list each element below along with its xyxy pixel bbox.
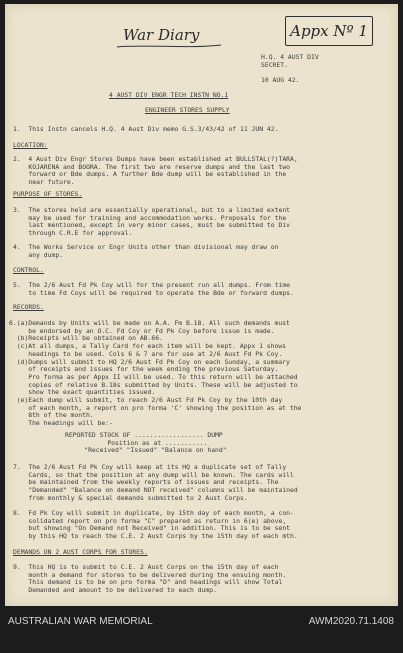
footer-accession-number: AWM2020.71.1408	[308, 616, 394, 627]
paragraph-3: 3. The stores held are essentially operational, but to a limited extent may be used for training and accommodation works. Proposals for the last mentioned, except in very minor cases, must be submitted to Div through C.R.E for approval.	[13, 206, 291, 238]
handwritten-title: War Diary	[123, 26, 200, 44]
footer-bar	[0, 606, 403, 653]
heading-purpose: PURPOSE OF STORES.	[13, 190, 83, 198]
paragraph-5: 5. The 2/6 Aust Fd Pk Coy will for the present run all dumps. From time to time Fd Coys will be required to operate the Bde or forward dumps.	[13, 281, 294, 297]
paragraph-2: 2. 4 Aust Div Engr Stores Dumps have been established at BULLSTAL(?)TARA, KOJARENA and BOORA. The first two are reserve dumps and the last two forward or Bde dumps. A further Bde dump will be established in the near future.	[13, 155, 298, 187]
date-line: 10 AUG 42.	[261, 76, 300, 84]
paragraph-8: 8. Fd Pk Coy will submit in duplicate, by 15th day of each month, a con- solidated report on pro forma "C" prepared as return in 6(e) above, but showing "On Demand not Received" in addition. This is to be sent by this HQ to reach the C.E. 2 Aust Corps by the 15th day of each mth.	[13, 509, 298, 541]
paragraph-9: 9. This HQ is to submit to C.E. 2 Aust Corps on the 15th day of each month a demand for stores to be delivered during the ensuing month. This demand is to be on pro forma "D" and headings will show Total Demanded and amount to be delivered to each dump.	[13, 563, 287, 595]
heading-control: CONTROL.	[13, 266, 44, 274]
heading-location: LOCATION:	[13, 141, 48, 149]
paragraph-6: 6.(a)Demands by Units will be made on A.A. Fm B.18. All such demands must be endorsed by an O.C. Fd Coy or Fd Pk Coy before issue is made. (b)Receipts will be obtained on AB.66. (c)At all dumps, a Tally Card for each item will be kept. Appx 1 shows headings to be used. Cols 6 & 7 are for use at 2/6 Aust Fd Pk Coy. (d)Dumps will submit to HQ 2/6 Aust Fd Pk Coy on each Sunday, a summary of receipts and issues for the week ending the previous Saturday. Pro forma as per Appx II will be used. To this return will be attached copies of relative B.18s submitted by Units. These will be adjusted to show the exact quantities issued. (e)Each dump will submit, to reach 2/6 Aust Fd Pk Coy by the 10th day of each month, a report on pro forma 'C' showing the position as at the 8th of the month. The headings will be:-	[9, 319, 302, 428]
paragraph-4: 4. The Works Service or Engr Units other than divisional may draw on any dump.	[13, 243, 279, 259]
appendix-box: Appx Nº 1	[285, 16, 373, 46]
paragraph-1: 1. This Instn cancels H.Q. 4 Aust Div memo G.S.3/43/42 of 11 JUN 42.	[13, 125, 279, 133]
issuer-block: H.Q. 4 AUST DIV SECRET.	[261, 53, 319, 69]
document-title: 4 AUST DIV ENGR TECH INSTN NO.1	[109, 91, 229, 99]
heading-records: RECORDS.	[13, 303, 44, 311]
document-subtitle: ENGINEER STORES SUPPLY	[145, 106, 230, 114]
form-caption: REPORTED STOCK OF .................. DUMP Position as at ........... "Received" "Issued" "Balance on hand"	[65, 431, 227, 455]
footer-source: AUSTRALIAN WAR MEMORIAL	[8, 616, 153, 627]
paragraph-7: 7. The 2/6 Aust Fd Pk Coy will keep at its HQ a duplicate set of Tally Cards, so that the position at any dump will be known. The cards will be maintained from the weekly reports of issues and receipts. The "Demanded" "Balance on demand NOT received" columns will be maintained from monthly & special demands submitted to 2 Aust Corps.	[13, 463, 298, 502]
heading-demands: DEMANDS ON 2 AUST CORPS FOR STORES.	[13, 548, 148, 556]
document-page	[5, 4, 398, 606]
